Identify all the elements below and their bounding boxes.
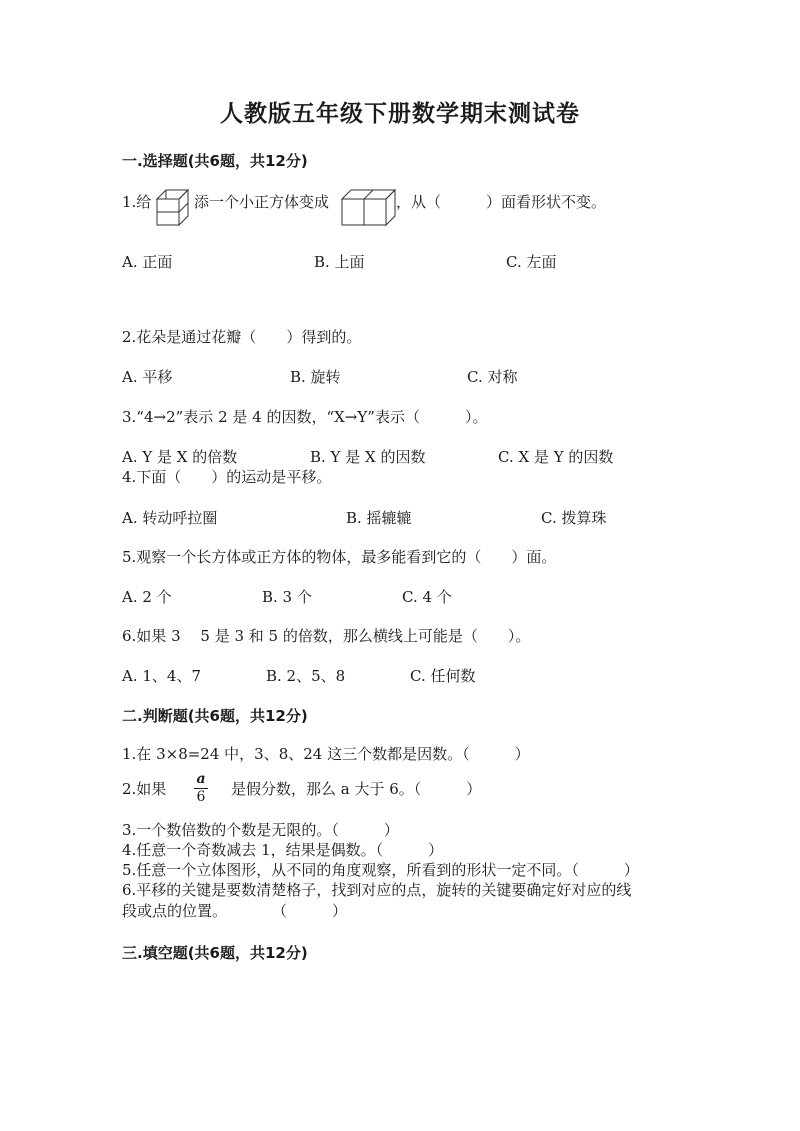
fraction-numerator: a	[196, 771, 206, 787]
option: B. 2、5、8	[266, 667, 346, 685]
fraction	[194, 772, 208, 805]
option: A. 正面	[122, 253, 173, 271]
question-stem: 3.一个数倍数的个数是无限的。（ ）	[122, 821, 399, 839]
question-stem: 2.如果	[122, 780, 167, 798]
question-stem: 6.平移的关键是要数清楚格子，找到对应的点，旋转的关键要确定好对应的线	[122, 881, 632, 899]
section-heading-choice: 一.选择题(共6题，共12分)	[122, 152, 308, 170]
page-title: 人教版五年级下册数学期末测试卷	[220, 101, 580, 127]
option: B. 摇辘辘	[346, 509, 412, 527]
option: A. Y 是 X 的倍数	[122, 448, 238, 466]
question-stem: 添一个小正方体变成	[194, 193, 330, 211]
question-stem: 1.在 3×8=24 中，3、8、24 这三个数都是因数。（ ）	[122, 745, 530, 763]
question-stem: 4.任意一个奇数减去 1，结果是偶数。（ ）	[122, 841, 444, 859]
fraction-denominator: 6	[196, 789, 206, 805]
question-stem: 6.如果 3 5 是 3 和 5 的倍数，那么横线上可能是（ ）。	[122, 627, 531, 645]
question-stem: ，从（ ）面看形状不变。	[396, 193, 607, 211]
option: A. 转动呼拉圈	[122, 509, 218, 527]
option: B. 上面	[314, 253, 365, 271]
question-stem: 段或点的位置。 （ ）	[122, 902, 348, 920]
question-stem: 5.观察一个长方体或正方体的物体，最多能看到它的（ ）面。	[122, 548, 557, 566]
question-stem: 5.任意一个立体图形，从不同的角度观察，所看到的形状一定不同。（ ）	[122, 861, 639, 879]
question-stem: 3.“4→2”表示 2 是 4 的因数，“X→Y”表示（ ）。	[122, 408, 488, 426]
option: B. Y 是 X 的因数	[310, 448, 426, 466]
question-stem: 4.下面（ ）的运动是平移。	[122, 468, 332, 486]
option: C. 拨算珠	[541, 509, 607, 527]
section-heading-judgment: 二.判断题(共6题，共12分)	[122, 707, 308, 725]
option: C. X 是 Y 的因数	[498, 448, 614, 466]
option: B. 旋转	[290, 368, 341, 386]
option: C. 对称	[467, 368, 518, 386]
question-stem: 2.花朵是通过花瓣（ ）得到的。	[122, 328, 362, 346]
option: A. 平移	[122, 368, 173, 386]
option: C. 4 个	[402, 588, 452, 606]
section-heading-fill: 三.填空题(共6题，共12分)	[122, 944, 308, 962]
question-stem: 1.给	[122, 193, 152, 211]
option: A. 2 个	[122, 588, 172, 606]
option: A. 1、4、7	[122, 667, 201, 685]
single-cubes-figure	[155, 186, 191, 228]
option: B. 3 个	[262, 588, 312, 606]
question-stem: 是假分数，那么 a 大于 6。（ ）	[231, 780, 482, 798]
option: C. 任何数	[410, 667, 476, 685]
combined-cubes-figure	[340, 186, 398, 228]
option: C. 左面	[506, 253, 557, 271]
